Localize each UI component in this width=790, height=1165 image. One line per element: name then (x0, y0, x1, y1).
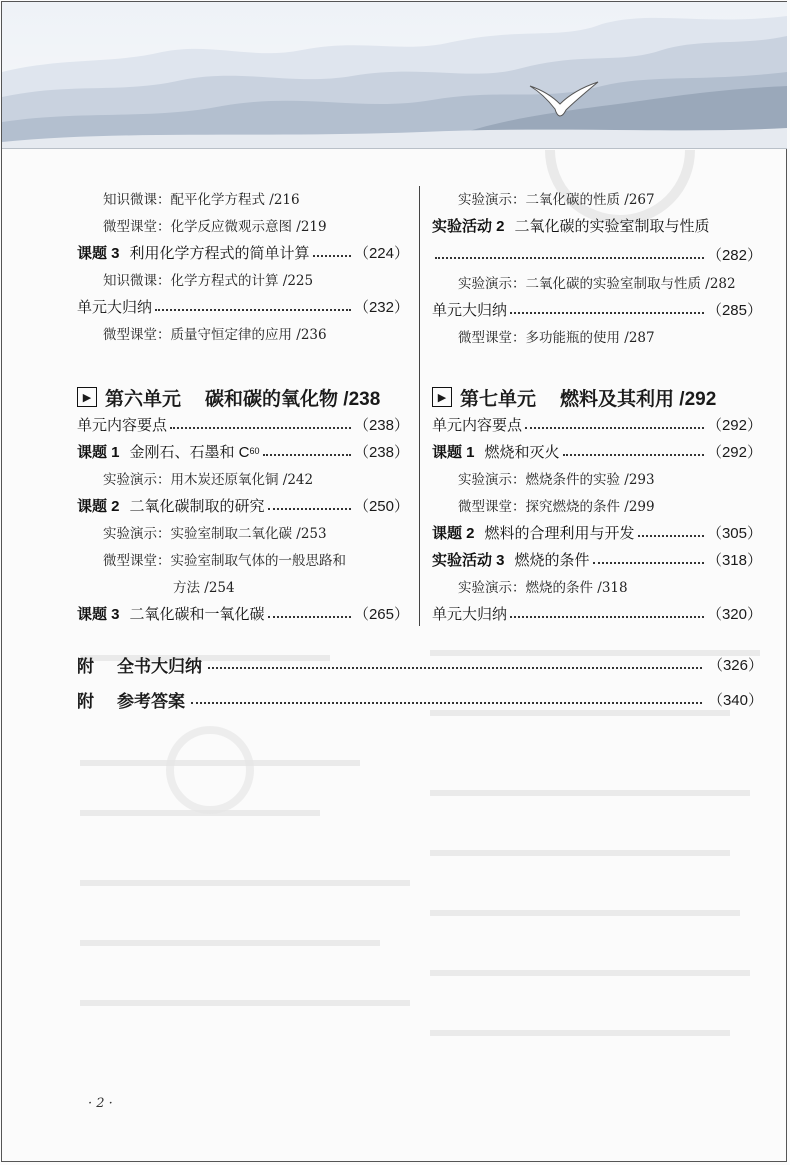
toc-entry[interactable]: 课题 3 利用化学方程式的简单计算 （224） (77, 244, 409, 262)
toc-entry[interactable]: 单元内容要点 （238） (77, 416, 409, 434)
toc-subentry[interactable]: 微型课堂：探究燃烧的条件 /299 (458, 499, 655, 515)
leader-dots (191, 701, 702, 704)
toc-entry[interactable]: 单元大归纳 （285） (432, 301, 762, 319)
toc-subentry[interactable]: 微型课堂：实验室制取气体的一般思路和 (103, 553, 346, 569)
bird-illustration (528, 80, 600, 120)
toc-subentry[interactable]: 知识微课：配平化学方程式 /216 (103, 192, 300, 208)
toc-entry[interactable]: 课题 2 燃料的合理利用与开发 （305） (432, 524, 762, 542)
header-banner (2, 2, 787, 150)
play-triangle-icon: ▶ (77, 387, 97, 407)
toc-subentry[interactable]: 微型课堂：质量守恒定律的应用 /236 (103, 327, 327, 343)
toc-entry[interactable]: 课题 3 二氧化碳和一氧化碳 （265） (77, 605, 409, 623)
toc-entry-continued[interactable]: （282） (432, 242, 762, 266)
banner-rule (2, 148, 787, 149)
appendix-entry[interactable]: 附 全书大归纳 （326） (77, 656, 763, 676)
leader-dots (313, 254, 351, 257)
leader-dots (525, 426, 704, 429)
toc-entry[interactable]: 单元大归纳 （232） (77, 298, 409, 316)
leader-dots (170, 426, 351, 429)
unit-heading-7[interactable]: ▶ 第七单元 燃料及其利用 /292 (432, 382, 762, 412)
leader-dots (638, 534, 704, 537)
toc-subentry[interactable]: 实验演示：实验室制取二氧化碳 /253 (103, 526, 327, 542)
leader-dots (435, 256, 704, 259)
play-triangle-icon: ▶ (432, 387, 452, 407)
toc-subentry[interactable]: 微型课堂：多功能瓶的使用 /287 (458, 330, 655, 346)
toc-entry[interactable]: 课题 1 燃烧和灭火 （292） (432, 443, 762, 461)
leader-dots (563, 453, 704, 456)
toc-entry[interactable]: 单元大归纳 （320） (432, 605, 762, 623)
toc-subentry[interactable]: 实验演示：燃烧条件的实验 /293 (458, 472, 655, 488)
toc-entry[interactable]: 课题 2 二氧化碳制取的研究 （250） (77, 497, 409, 515)
toc-subentry[interactable]: 微型课堂：化学反应微观示意图 /219 (103, 219, 327, 235)
leader-dots (263, 453, 351, 456)
toc-entry[interactable]: 实验活动 2 二氧化碳的实验室制取与性质 (432, 217, 710, 235)
toc-entry[interactable]: 实验活动 3 燃烧的条件 （318） (432, 551, 762, 569)
toc-subentry[interactable]: 实验演示：二氧化碳的性质 /267 (458, 192, 655, 208)
toc-subentry[interactable]: 知识微课：化学方程式的计算 /225 (103, 273, 314, 289)
toc-subentry[interactable]: 实验演示：用木炭还原氧化铜 /242 (103, 472, 314, 488)
column-divider (419, 186, 420, 626)
leader-dots (510, 615, 704, 618)
leader-dots (208, 666, 702, 669)
leader-dots (268, 507, 351, 510)
leader-dots (155, 308, 351, 311)
toc-subentry[interactable]: 实验演示：燃烧的条件 /318 (458, 580, 628, 596)
leader-dots (510, 311, 704, 314)
toc-subentry[interactable]: 实验演示：二氧化碳的实验室制取与性质 /282 (458, 276, 736, 292)
appendix-entry[interactable]: 附 参考答案 （340） (77, 691, 763, 711)
toc-entry[interactable]: 课题 1 金刚石、石墨和 C 60 （238） (77, 443, 409, 461)
page-number: · 2 · (88, 1096, 113, 1111)
leader-dots (593, 561, 704, 564)
leader-dots (268, 615, 351, 618)
unit-heading-6[interactable]: ▶ 第六单元 碳和碳的氧化物 /238 (77, 382, 409, 412)
toc-entry[interactable]: 单元内容要点 （292） (432, 416, 762, 434)
toc-subentry-continued[interactable]: 方法 /254 (173, 580, 235, 596)
